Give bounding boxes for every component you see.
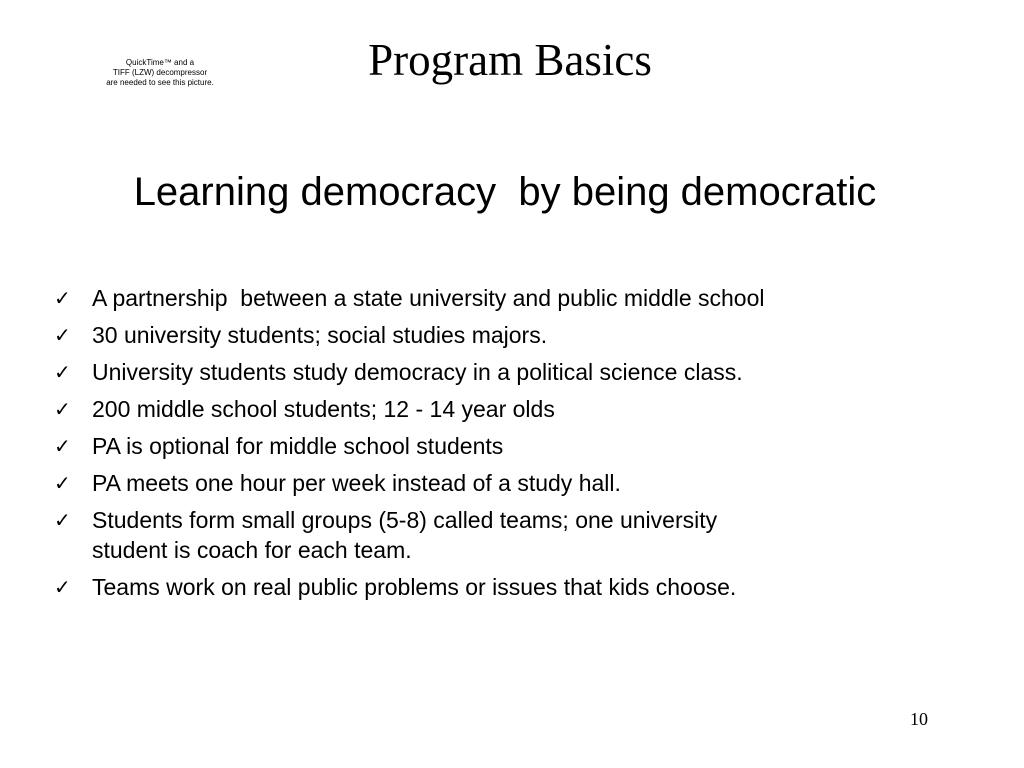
bullet-text: Students form small groups (5-8) called teams; one university student is coach for each team. bbox=[92, 507, 718, 563]
bullet-item bbox=[54, 572, 954, 602]
quicktime-placeholder bbox=[100, 58, 220, 88]
check-icon: ✓ bbox=[54, 471, 71, 495]
bullet-item bbox=[54, 394, 954, 424]
check-icon: ✓ bbox=[54, 397, 71, 421]
check-icon: ✓ bbox=[54, 323, 71, 347]
bullet-text: Teams work on real public problems or issues that kids choose. bbox=[92, 574, 737, 600]
check-icon: ✓ bbox=[54, 286, 71, 310]
slide-subtitle: Learning democracy by being democratic bbox=[133, 170, 877, 214]
bullet-item bbox=[54, 505, 954, 565]
check-icon: ✓ bbox=[54, 575, 71, 599]
placeholder-line: TIFF (LZW) decompressor bbox=[112, 68, 208, 77]
slide-title: Program Basics bbox=[368, 35, 652, 85]
check-icon: ✓ bbox=[54, 434, 71, 458]
bullet-text: PA meets one hour per week instead of a study hall. bbox=[92, 470, 621, 496]
page-number: 10 bbox=[910, 709, 928, 729]
bullet-item bbox=[54, 431, 954, 461]
check-icon: ✓ bbox=[54, 360, 71, 384]
bullet-item bbox=[54, 468, 954, 498]
bullet-text: A partnership between a state university and public middle school bbox=[92, 285, 765, 311]
placeholder-line: QuickTime™ and a bbox=[125, 58, 195, 67]
bullet-item bbox=[54, 283, 954, 313]
bullet-item bbox=[54, 320, 954, 350]
check-icon: ✓ bbox=[54, 508, 71, 532]
placeholder-line: are needed to see this picture. bbox=[106, 78, 214, 87]
bullet-item bbox=[54, 357, 954, 387]
bullet-text: 30 university students; social studies majors. bbox=[92, 322, 548, 348]
bullet-text: 200 middle school students; 12 - 14 year olds bbox=[92, 396, 555, 422]
bullet-list bbox=[54, 283, 954, 609]
bullet-text: PA is optional for middle school students bbox=[92, 433, 504, 459]
bullet-text: University students study democracy in a political science class. bbox=[92, 359, 743, 385]
